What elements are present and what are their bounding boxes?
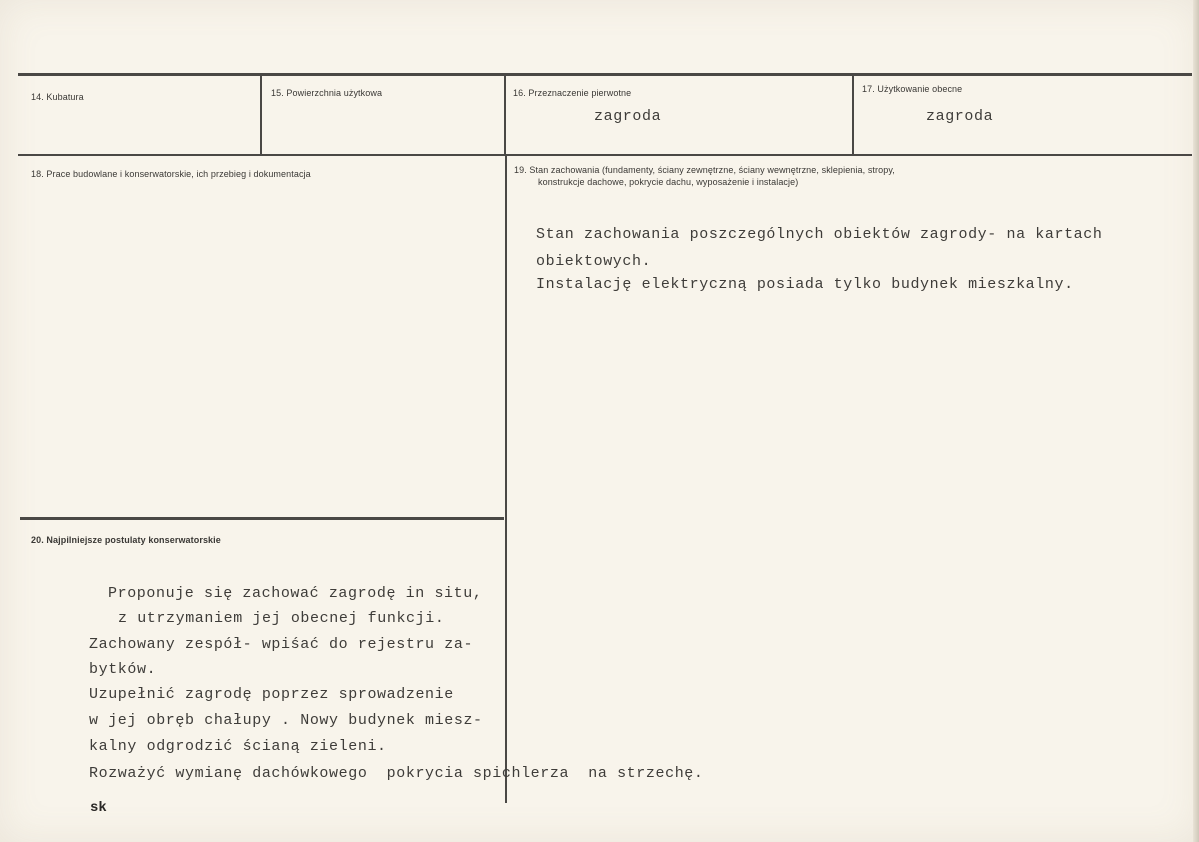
top-rule [18,73,1192,76]
field-20-line-6: w jej obręb chałupy . Nowy budynek miesz- [89,712,483,729]
field-20-line-5: Uzupełnić zagrodę poprzez sprowadzenie [89,686,454,703]
field-19-label-line2: konstrukcje dachowe, pokrycie dachu, wyposażenie i instalacje) [538,177,799,187]
field-20-line-3: Zachowany zespół- wpiśać do rejestru za- [89,636,474,653]
field-20-line-2: z utrzymaniem jej obecnej funkcji. [118,610,445,627]
col-divider-mid [505,155,507,803]
field-14-label: 14. Kubatura [31,92,84,102]
field-16-label: 16. Przeznaczenie pierwotne [513,88,632,98]
field-20-label: 20. Najpilniejsze postulaty konserwatorskie [31,535,221,545]
section-divider [20,517,504,520]
field-18-label: 18. Prace budowlane i konserwatorskie, ich przebieg i dokumentacja [31,169,311,179]
col-divider-1 [260,75,262,155]
field-19-line-2: obiektowych. [536,253,652,270]
col-divider-2 [504,75,506,155]
field-19-line-1: Stan zachowania poszczególnych obiektów zagrody- na kartach [536,226,1103,243]
paper-edge [1193,0,1199,842]
field-20-line-7: kalny odgrodzić ścianą zieleni. [89,738,387,755]
field-20-line-4: bytków. [89,661,157,678]
field-19-line-3: Instalację elektryczną posiada tylko budynek mieszkalny. [536,276,1074,293]
field-19-label-line1: 19. Stan zachowania (fundamenty, ściany zewnętrzne, ściany wewnętrzne, sklepienia, stropy, [514,165,895,175]
row-divider [18,154,1192,156]
field-20-line-1: Proponuje się zachować zagrodę in situ, [108,585,483,602]
field-15-label: 15. Powierzchnia użytkowa [271,88,383,98]
field-17-value: zagroda [926,108,994,125]
typist-initials: sk [90,800,107,816]
field-16-value: zagroda [594,108,662,125]
col-divider-3 [852,75,854,155]
field-20-line-8: Rozważyć wymianę dachówkowego pokrycia spichlerza na strzechę. [89,765,704,782]
field-17-label: 17. Użytkowanie obecne [862,84,963,94]
